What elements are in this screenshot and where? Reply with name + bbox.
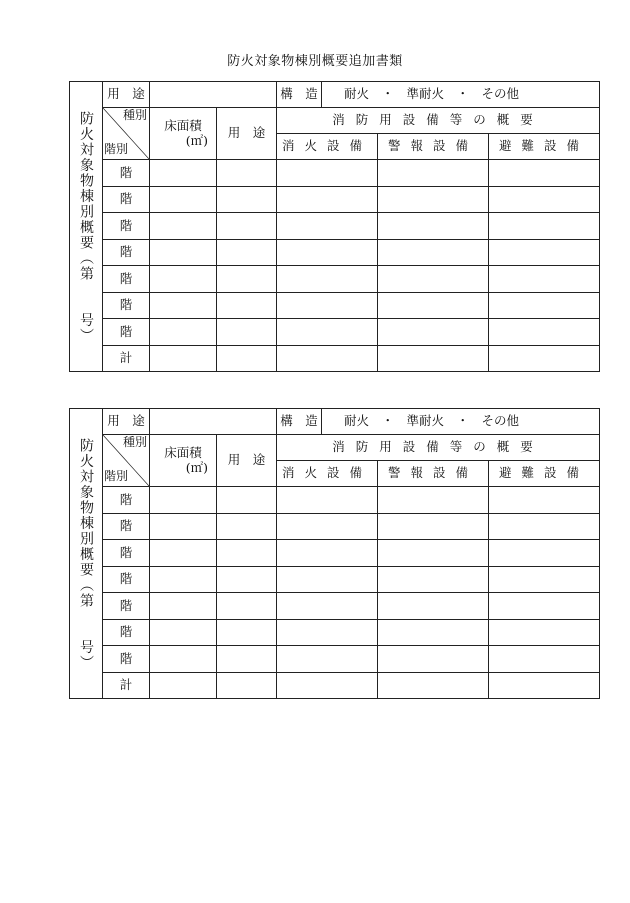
fire-extinguishing-header: 消火設備 — [277, 134, 378, 160]
use-cell[interactable] — [217, 513, 277, 540]
fire-cell[interactable] — [277, 566, 378, 593]
fire-cell[interactable] — [277, 593, 378, 620]
alarm-cell[interactable] — [378, 213, 489, 240]
use-cell[interactable] — [217, 160, 277, 187]
alarm-total-cell[interactable] — [378, 345, 489, 372]
floor-label: 階別 — [104, 469, 129, 484]
alarm-cell[interactable] — [378, 646, 489, 673]
floor-row-label: 階 — [103, 513, 150, 540]
use-cell[interactable] — [217, 487, 277, 514]
side-label: 防火対象物棟別概要（第 号） — [78, 437, 95, 671]
use-cell[interactable] — [217, 540, 277, 567]
floor-area-unit: (㎡) — [185, 132, 208, 148]
floor-area-label: 床面積 — [164, 118, 202, 134]
equipment-header: 消防用設備等の概要 — [277, 108, 600, 134]
area-cell[interactable] — [150, 566, 217, 593]
area-cell[interactable] — [150, 540, 217, 567]
fire-cell[interactable] — [277, 213, 378, 240]
use-total-cell[interactable] — [217, 345, 277, 372]
alarm-cell[interactable] — [378, 266, 489, 293]
fire-cell[interactable] — [277, 160, 378, 187]
floor-row-label: 階 — [103, 239, 150, 266]
evac-cell[interactable] — [489, 160, 600, 187]
fire-cell[interactable] — [277, 619, 378, 646]
building-summary-form-1 — [69, 81, 599, 372]
usage-input[interactable] — [150, 409, 277, 435]
usage-label: 用 途 — [103, 409, 150, 435]
kind-floor-header — [103, 108, 150, 160]
evac-cell[interactable] — [489, 593, 600, 620]
fire-cell[interactable] — [277, 239, 378, 266]
total-row-label: 計 — [103, 345, 150, 372]
alarm-cell[interactable] — [378, 487, 489, 514]
evacuation-equipment-header: 避難設備 — [489, 461, 600, 487]
total-row-label: 計 — [103, 672, 150, 699]
area-cell[interactable] — [150, 186, 217, 213]
evac-total-cell[interactable] — [489, 672, 600, 699]
use-cell[interactable] — [217, 646, 277, 673]
alarm-cell[interactable] — [378, 292, 489, 319]
building-summary-form-2 — [69, 408, 599, 699]
floor-area-label: 床面積 — [164, 445, 202, 461]
area-total-cell[interactable] — [150, 672, 217, 699]
alarm-equipment-header: 警報設備 — [378, 461, 489, 487]
fire-cell[interactable] — [277, 540, 378, 567]
floor-row-label: 階 — [103, 319, 150, 346]
area-cell[interactable] — [150, 513, 217, 540]
area-cell[interactable] — [150, 319, 217, 346]
area-cell[interactable] — [150, 646, 217, 673]
alarm-cell[interactable] — [378, 513, 489, 540]
floor-area-unit: (㎡) — [185, 459, 208, 475]
evac-cell[interactable] — [489, 540, 600, 567]
summary-table — [69, 408, 600, 699]
evac-cell[interactable] — [489, 266, 600, 293]
use-cell[interactable] — [217, 593, 277, 620]
side-label-cell — [70, 409, 103, 699]
structure-label: 構 造 — [277, 82, 322, 108]
alarm-cell[interactable] — [378, 593, 489, 620]
evac-cell[interactable] — [489, 213, 600, 240]
floor-row-label: 階 — [103, 540, 150, 567]
floor-label: 階別 — [104, 142, 129, 157]
evac-cell[interactable] — [489, 186, 600, 213]
floor-row-label: 階 — [103, 566, 150, 593]
floor-row-label: 階 — [103, 619, 150, 646]
use-cell[interactable] — [217, 319, 277, 346]
alarm-cell[interactable] — [378, 619, 489, 646]
evac-cell[interactable] — [489, 239, 600, 266]
fire-cell[interactable] — [277, 319, 378, 346]
use-cell[interactable] — [217, 566, 277, 593]
fire-cell[interactable] — [277, 292, 378, 319]
floor-row-label: 階 — [103, 213, 150, 240]
kind-floor-header — [103, 435, 150, 487]
alarm-cell[interactable] — [378, 319, 489, 346]
area-cell[interactable] — [150, 292, 217, 319]
area-total-cell[interactable] — [150, 345, 217, 372]
structure-options[interactable]: 耐火 ・ 準耐火 ・ その他 — [322, 409, 600, 435]
area-cell[interactable] — [150, 487, 217, 514]
fire-cell[interactable] — [277, 513, 378, 540]
floor-row-label: 階 — [103, 646, 150, 673]
floor-row-label: 階 — [103, 593, 150, 620]
floor-row-label: 階 — [103, 266, 150, 293]
evac-total-cell[interactable] — [489, 345, 600, 372]
fire-total-cell[interactable] — [277, 672, 378, 699]
evac-cell[interactable] — [489, 487, 600, 514]
fire-cell[interactable] — [277, 646, 378, 673]
kind-label: 種別 — [122, 108, 147, 122]
side-label-cell — [70, 82, 103, 372]
fire-extinguishing-header: 消火設備 — [277, 461, 378, 487]
fire-cell[interactable] — [277, 186, 378, 213]
summary-table — [69, 81, 600, 372]
usage-input[interactable] — [150, 82, 277, 108]
evac-cell[interactable] — [489, 566, 600, 593]
fire-cell[interactable] — [277, 487, 378, 514]
structure-options[interactable]: 耐火 ・ 準耐火 ・ その他 — [322, 82, 600, 108]
alarm-cell[interactable] — [378, 160, 489, 187]
evac-cell[interactable] — [489, 292, 600, 319]
floor-row-label: 階 — [103, 186, 150, 213]
evac-cell[interactable] — [489, 619, 600, 646]
alarm-cell[interactable] — [378, 186, 489, 213]
alarm-total-cell[interactable] — [378, 672, 489, 699]
alarm-cell[interactable] — [378, 540, 489, 567]
area-cell[interactable] — [150, 239, 217, 266]
kind-label: 種別 — [122, 435, 147, 449]
alarm-cell[interactable] — [378, 239, 489, 266]
area-cell[interactable] — [150, 266, 217, 293]
structure-label: 構 造 — [277, 409, 322, 435]
document-title: 防火対象物棟別概要追加書類 — [227, 54, 403, 69]
use-cell[interactable] — [217, 186, 277, 213]
area-cell[interactable] — [150, 593, 217, 620]
area-cell[interactable] — [150, 619, 217, 646]
use-cell[interactable] — [217, 266, 277, 293]
use-total-cell[interactable] — [217, 672, 277, 699]
evac-cell[interactable] — [489, 319, 600, 346]
use-cell[interactable] — [217, 213, 277, 240]
floor-area-header — [150, 108, 217, 160]
alarm-cell[interactable] — [378, 566, 489, 593]
floor-row-label: 階 — [103, 292, 150, 319]
alarm-equipment-header: 警報設備 — [378, 134, 489, 160]
fire-total-cell[interactable] — [277, 345, 378, 372]
evac-cell[interactable] — [489, 646, 600, 673]
equipment-header: 消防用設備等の概要 — [277, 435, 600, 461]
floor-area-header — [150, 435, 217, 487]
usage-label: 用 途 — [103, 82, 150, 108]
floor-row-label: 階 — [103, 487, 150, 514]
use-cell[interactable] — [217, 239, 277, 266]
area-cell[interactable] — [150, 160, 217, 187]
use-header: 用 途 — [217, 108, 277, 160]
use-cell[interactable] — [217, 292, 277, 319]
floor-row-label: 階 — [103, 160, 150, 187]
evacuation-equipment-header: 避難設備 — [489, 134, 600, 160]
evac-cell[interactable] — [489, 513, 600, 540]
fire-cell[interactable] — [277, 266, 378, 293]
use-header: 用 途 — [217, 435, 277, 487]
side-label: 防火対象物棟別概要（第 号） — [78, 110, 95, 344]
area-cell[interactable] — [150, 213, 217, 240]
use-cell[interactable] — [217, 619, 277, 646]
